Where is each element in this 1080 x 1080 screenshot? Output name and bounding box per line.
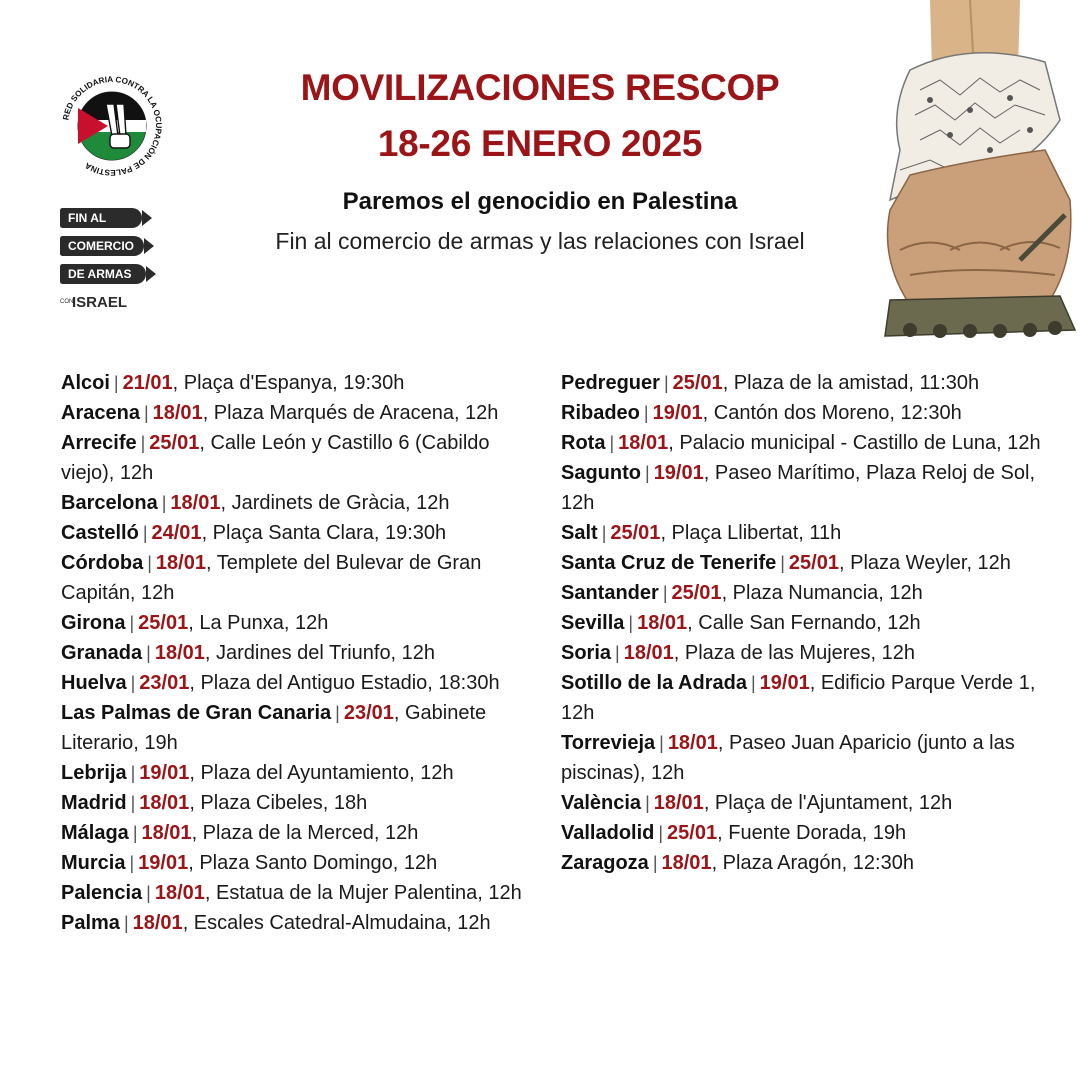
event-details: , Templete del Bulevar de Gran Capitán, 12h [61,552,482,604]
event-item [561,848,1061,878]
event-details: , Jardinets de Gràcia, 12h [220,492,450,514]
event-city: Córdoba [61,552,144,574]
event-city: Santa Cruz de Tenerife [561,552,777,574]
separator: | [130,763,136,783]
separator: | [643,403,649,423]
event-city: Zaragoza [561,852,649,874]
event-date: 18/01 [623,642,674,664]
separator: | [143,403,149,423]
event-date: 23/01 [343,702,394,724]
event-date: 25/01 [610,522,661,544]
rescop-logo [56,70,168,182]
separator: | [601,523,607,543]
separator: | [658,823,664,843]
event-date: 25/01 [671,582,722,604]
separator: | [628,613,634,633]
event-item [61,638,541,668]
logo-line-de-armas: DE ARMAS [60,264,146,284]
event-city: Sevilla [561,612,625,634]
event-city: Torrevieja [561,732,656,754]
page-title [230,60,850,172]
event-city: Murcia [61,852,126,874]
events-list-left [61,368,541,938]
event-city: Alcoi [61,372,110,394]
event-date: 18/01 [667,732,718,754]
event-city: Palma [61,912,120,934]
event-details: , Plaça Llibertat, 11h [660,522,842,544]
subtitle: Paremos el genocidio en Palestina [342,188,738,215]
event-item [61,518,541,548]
event-item [561,458,1061,518]
event-item [561,638,1061,668]
logo-line-fin-al: FIN AL [60,208,142,228]
event-city: Castelló [61,522,139,544]
event-details: , Estatua de la Mujer Palentina, 12h [204,882,522,904]
event-date: 18/01 [141,822,192,844]
separator: | [335,703,340,723]
rescop-ring-text: RED SOLIDARIA CONTRA LA OCUPACIÓN DE PALESTINA [61,74,164,178]
event-details: , Cantón dos Moreno, 12:30h [702,402,962,424]
event-date: 19/01 [759,672,810,694]
separator: | [130,673,136,693]
event-date: 24/01 [151,522,202,544]
event-details: , Calle León y Castillo 6 (Cabildo viejo), 12h [61,432,490,484]
event-details: , Plaza de las Mujeres, 12h [673,642,916,664]
event-item [561,578,1061,608]
event-item [561,548,1061,578]
event-details: , Paseo Marítimo, Plaza Reloj de Sol, 12h [561,462,1036,514]
separator: | [129,613,135,633]
event-city: Santander [561,582,659,604]
event-details: , La Punxa, 12h [188,612,329,634]
separator: | [113,373,119,393]
event-details: , Plaza del Ayuntamiento, 12h [189,762,454,784]
event-item [61,488,541,518]
separator: | [659,733,664,753]
event-city: Girona [61,612,126,634]
event-item [561,368,1061,398]
event-details: , Gabinete Literario, 19h [61,702,487,754]
separator: | [123,913,129,933]
event-date: 18/01 [618,432,669,454]
event-details: , Plaza Weyler, 12h [838,552,1011,574]
event-date: 18/01 [154,882,205,904]
event-date: 19/01 [139,762,190,784]
event-item [561,818,1061,848]
separator: | [652,853,658,873]
separator: | [147,553,152,573]
event-item [61,428,541,488]
event-city: Valladolid [561,822,655,844]
event-details: , Plaza de la amistad, 11:30h [722,372,980,394]
event-details: , Calle San Fernando, 12h [687,612,921,634]
event-details: , Plaza Numancia, 12h [721,582,923,604]
separator: | [146,883,151,903]
event-details: , Palacio municipal - Castillo de Luna, 12h [668,432,1041,454]
separator: | [132,823,138,843]
event-city: Las Palmas de Gran Canaria [61,702,332,724]
event-date: 18/01 [132,912,183,934]
separator: | [662,583,668,603]
event-item [561,668,1061,728]
event-date: 18/01 [170,492,221,514]
event-details: , Plaza Aragón, 12:30h [711,852,914,874]
event-date: 23/01 [139,672,190,694]
event-city: Huelva [61,672,127,694]
event-city: Granada [61,642,143,664]
event-details: , Plaça Santa Clara, 19:30h [201,522,447,544]
event-details: , Plaza Marqués de Aracena, 12h [202,402,499,424]
title-line-2: 18-26 ENERO 2025 [377,123,703,164]
event-date: 18/01 [637,612,688,634]
event-date: 19/01 [653,462,704,484]
event-city: Málaga [61,822,129,844]
event-details: , Edificio Parque Verde 1, 12h [561,672,1036,724]
event-date: 18/01 [661,852,712,874]
separator: | [130,793,136,813]
event-city: Rota [561,432,606,454]
event-city: Barcelona [61,492,158,514]
event-details: , Plaza del Antiguo Estadio, 18:30h [189,672,500,694]
separator: | [645,463,650,483]
separator: | [140,433,146,453]
events-list-right [561,368,1061,878]
event-item [61,698,541,758]
event-city: Madrid [61,792,127,814]
event-date: 25/01 [788,552,839,574]
event-city: Lebrija [61,762,127,784]
event-city: Soria [561,642,612,664]
event-date: 25/01 [672,372,723,394]
event-date: 18/01 [653,792,704,814]
separator: | [161,493,167,513]
separator: | [780,553,785,573]
event-details: , Paseo Juan Aparicio (junto a las piscinas), 12h [561,732,1015,784]
event-date: 18/01 [152,402,203,424]
event-date: 25/01 [149,432,200,454]
event-city: Palencia [61,882,143,904]
tagline: Fin al comercio de armas y las relaciones con Israel [275,228,805,254]
fin-comercio-armas-logo [60,200,160,320]
event-item [61,608,541,638]
logo-line-comercio: COMERCIO [60,236,144,256]
title-line-1: MOVILIZACIONES RESCOP [300,67,780,108]
event-details: , Fuente Dorada, 19h [717,822,907,844]
fist-illustration [870,0,1080,362]
event-details: , Plaça de l'Ajuntament, 12h [703,792,953,814]
logo-line-israel: ISRAEL [72,294,128,311]
logo-line-con: CON [60,299,74,305]
event-item [61,548,541,608]
event-item [61,368,541,398]
event-item [561,788,1061,818]
event-item [561,608,1061,638]
separator: | [615,643,620,663]
event-details: , Plaza de la Merced, 12h [191,822,419,844]
separator: | [750,673,756,693]
event-details: , Jardines del Triunfo, 12h [204,642,436,664]
event-city: Sagunto [561,462,641,484]
event-details: , Escales Catedral-Almudaina, 12h [182,912,491,934]
separator: | [146,643,151,663]
separator: | [609,433,615,453]
event-date: 25/01 [667,822,718,844]
event-date: 19/01 [138,852,189,874]
event-date: 21/01 [122,372,173,394]
event-details: , Plaça d'Espanya, 19:30h [172,372,405,394]
event-details: , Plaza Cibeles, 18h [189,792,368,814]
separator: | [129,853,135,873]
event-item [561,428,1061,458]
event-item [61,878,541,908]
event-item [61,788,541,818]
event-item [61,668,541,698]
event-date: 18/01 [155,552,206,574]
event-date: 19/01 [652,402,703,424]
event-city: Sotillo de la Adrada [561,672,747,694]
event-city: Pedreguer [561,372,660,394]
event-item [61,908,541,938]
event-item [61,818,541,848]
separator: | [142,523,148,543]
event-city: València [561,792,642,814]
event-item [61,758,541,788]
event-item [61,848,541,878]
event-details: , Plaza Santo Domingo, 12h [188,852,438,874]
event-city: Ribadeo [561,402,640,424]
event-date: 25/01 [138,612,189,634]
event-date: 18/01 [154,642,205,664]
event-item [561,398,1061,428]
event-date: 18/01 [139,792,190,814]
event-city: Aracena [61,402,140,424]
event-city: Arrecife [61,432,137,454]
separator: | [645,793,650,813]
separator: | [663,373,669,393]
event-item [561,728,1061,788]
event-item [561,518,1061,548]
event-item [61,398,541,428]
event-city: Salt [561,522,598,544]
